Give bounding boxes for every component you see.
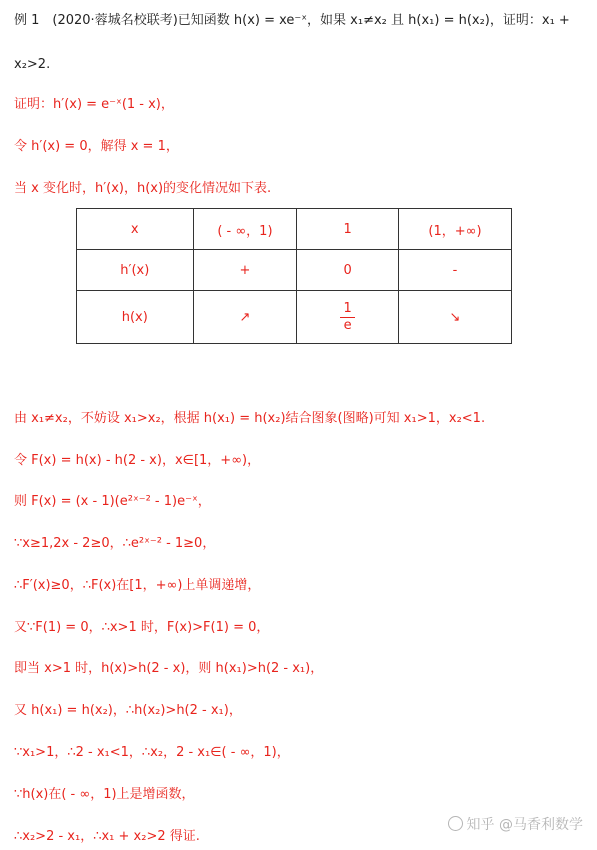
table-row-function [77,291,512,344]
problem-line-1: 例 1 (2020·蓉城名校联考)已知函数 h(x) = xe⁻ˣ，如果 x₁≠x₂ 且 h(x₁) = h(x₂)，证明：x₁ + [14,13,570,28]
step-line-3: 则 F(x) = (x - 1)(e²ˣ⁻² - 1)e⁻ˣ， [14,494,211,509]
zhihu-logo-icon [448,816,463,831]
fraction-numerator: 1 [340,301,354,318]
fraction-one-over-e [340,301,354,334]
watermark-text: 知乎 @马香利数学 [466,817,583,833]
step-line-10: ∵h(x)在( - ∞，1)上是增函数， [14,787,195,802]
cell-point-1: 1 [297,209,399,250]
cell-x-label: x [77,209,194,250]
cell-derivative-left: + [193,250,297,291]
step-line-8: 又 h(x₁) = h(x₂)，∴h(x₂)>h(2 - x₁)， [14,703,242,718]
cell-function-right [398,291,511,344]
step-line-7: 即当 x>1 时，h(x)>h(2 - x)，则 h(x₁)>h(2 - x₁)， [14,661,324,676]
cell-derivative-right: - [398,250,511,291]
table-intro: 当 x 变化时，h′(x)，h(x)的变化情况如下表. [14,181,272,196]
cell-derivative-label: h′(x) [77,250,194,291]
step-line-6: 又∵F(1) = 0，∴x>1 时，F(x)>F(1) = 0， [14,620,270,635]
step-line-2: 令 F(x) = h(x) - h(2 - x)，x∈[1，+∞)， [14,453,261,468]
step-line-9: ∵x₁>1，∴2 - x₁<1，∴x₂，2 - x₁∈( - ∞，1)， [14,745,290,760]
step-line-11: ∴x₂>2 - x₁，∴x₁ + x₂>2 得证. [14,829,200,844]
step-line-4: ∵x≥1,2x - 2≥0，∴e²ˣ⁻² - 1≥0， [14,536,216,551]
problem-line-2: x₂>2. [14,57,51,72]
increasing-arrow-icon: ↗ [239,309,251,325]
step-line-1: 由 x₁≠x₂，不妨设 x₁>x₂，根据 h(x₁) = h(x₂)结合图象(图略)可知 x₁>1，x₂<1. [14,411,486,426]
table-row-header [77,209,512,250]
proof-line-2: 令 h′(x) = 0，解得 x = 1， [14,139,179,154]
cell-function-label: h(x) [77,291,194,344]
cell-derivative-mid: 0 [297,250,399,291]
cell-function-mid [297,291,399,344]
proof-line-1: 证明：h′(x) = e⁻ˣ(1 - x)， [14,97,174,112]
cell-interval-left: ( - ∞，1) [193,209,297,250]
watermark [448,814,583,834]
decreasing-arrow-icon: ↘ [449,309,461,325]
cell-interval-right: (1，+∞) [398,209,511,250]
fraction-denominator: e [343,317,352,333]
table-row-derivative [77,250,512,291]
variation-table [76,208,512,344]
cell-function-left [193,291,297,344]
step-line-5: ∴F′(x)≥0，∴F(x)在[1，+∞)上单调递增， [14,578,261,593]
